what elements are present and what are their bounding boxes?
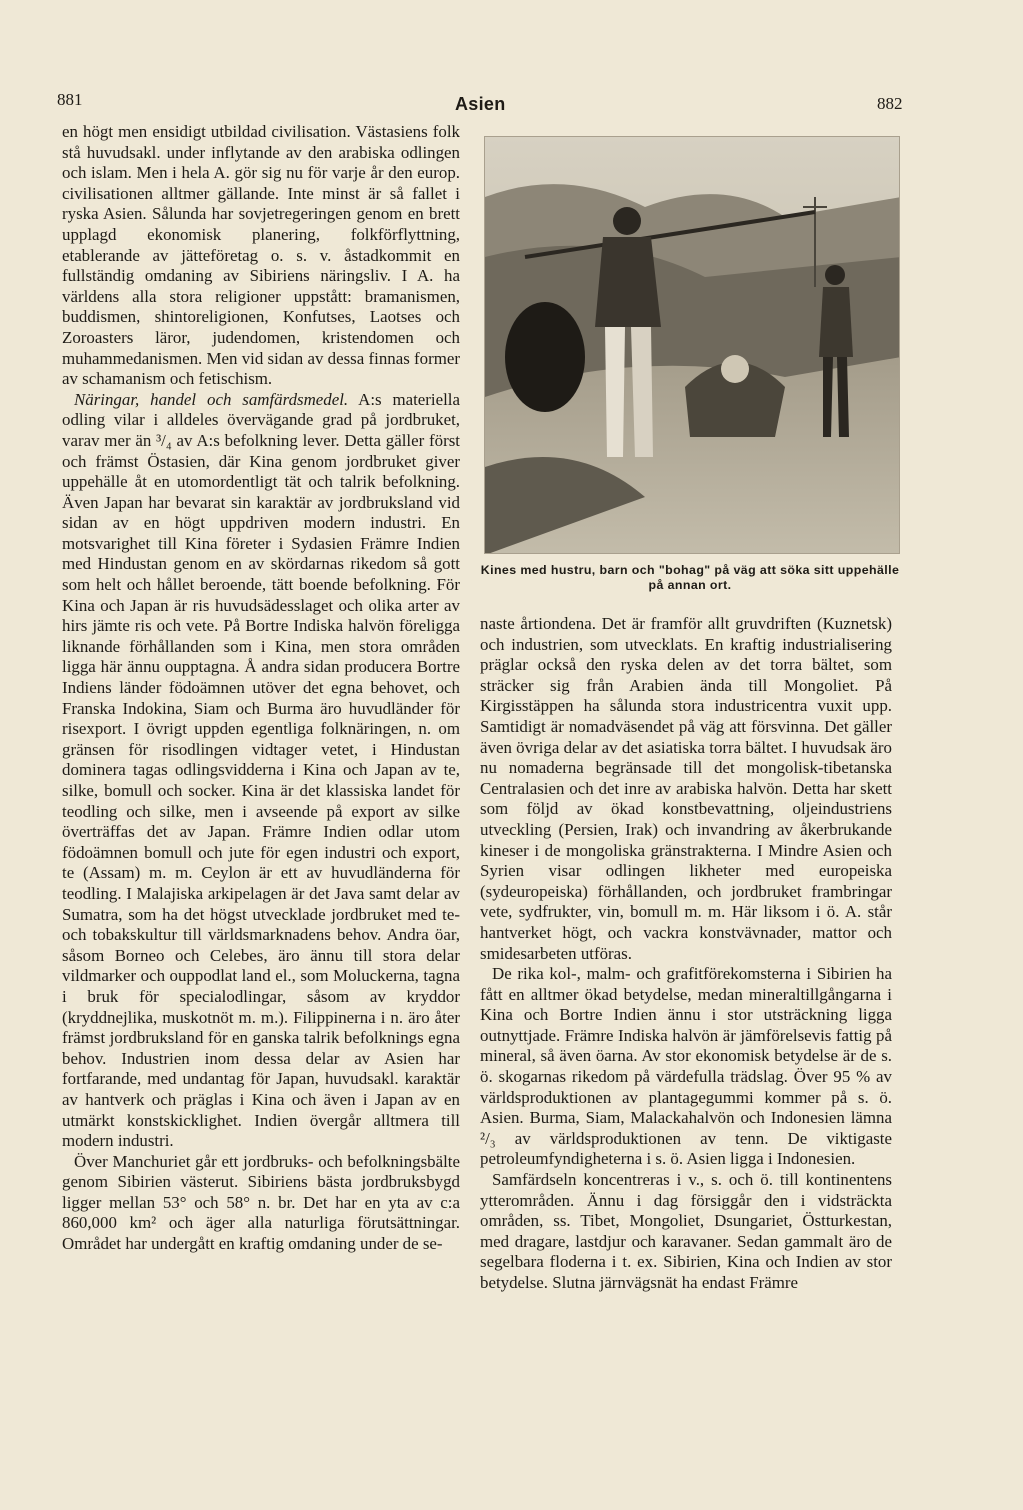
paragraph-manchuriet: Över Manchuriet går ett jordbruks- och befolkningsbälte genom Sibirien västerut. Sibiriens bästa jordbruksbygd ligger mellan 53° och 58° n. br. Det har en yta av c:a 860,000 km² och äger alla naturliga förutsättningar. Området har undergått en kraftig omdaning under de se- — [62, 1151, 460, 1254]
section-heading: Näringar, handel och samfärdsmedel. — [74, 389, 349, 409]
paragraph-industri: naste årtiondena. Det är framför allt gruvdriften (Kuznetsk) och industrien, som utvecklats. En kraftig industrialisering präglar också den ryska delen av det torra bältet, som sträcker sig från Arabien ända till Mongoliet. På Kirgisstäppen ha sålunda stora industricentra vuxit upp. Samtidigt är nomadväsendet på väg att försvinna. Det gäller även övriga delar av det asiatiska torra bältet. I huvudsak äro nu nomaderna begränsade till det mongolisk-tibetanska Centralasien och det inre av arabiska halvön. Detta har skett som följd av ökad konstbevattning, oljeindustriens utveckling (Persien, Irak) och invandring av åkerbrukande kineser i de mongoliska gränstrakterna. I Mindre Asien och Syrien visar odlingen likheter med europeiska (sydeuropeiska) förhållanden, och jordbruket frambringar vete, sydfrukter, vin, bomull m. m. Här liksom i ö. A. står hantverket högt, och vackra konstvävnader, mattor och smidesarbeten utföras. — [480, 614, 892, 963]
photograph-image — [485, 137, 900, 554]
paragraph-civilisation: en högt men ensidigt utbildad civilisation. Västasiens folk stå huvudsakl. under inflytande av den arabiska odlingen och islam. Men i hela A. gör sig nu för varje år den europ. civilisationen alltmer gällande. Inte minst är så fallet i ryska Asien. Sålunda har sovjetregeringen genom en brett upplagd ekonomisk planering, folkförflyttning, etablerande av jätteföretag o. s. v. åstadkommit en fullständig omdaning av Sibiriens näringsliv. I A. ha världens alla stora religioner uppstått: bramanismen, buddismen, shintoreligionen, Konfutses, Laotses och Zoroasters läror, judendomen, kristendomen och muhammedanismen. Men vid sidan av dessa finnas former av schamanism och fetischism. — [62, 122, 460, 389]
paragraph-samfardseln: Samfärdseln koncentreras i v., s. och ö. till kontinentens ytterområden. Ännu i dag försiggår den i vidsträckta områden, ss. Tibet, Mongoliet, Dsungariet, Östturkestan, med dragare, lastdjur och karavaner. Sedan gammalt äro de segelbara floderna i t. ex. Sibirien, Kina och Indien av stor betydelse. Slutna järnvägsnät ha endast Främre — [480, 1170, 892, 1292]
left-column — [62, 122, 460, 1392]
page-header — [0, 88, 1023, 118]
running-head-title: Asien — [455, 94, 506, 114]
paragraph-mineral: De rika kol-, malm- och grafitförekomsterna i Sibirien ha fått en alltmer ökad betydelse, medan mineraltillgångarna i Kina och Bortre Indien ännu i stor utsträckning ligga outnyttjade. Främre Indiska halvön är jämförelsevis fattig på mineral, så även öarna. Av stor ekonomisk betydelse är de s. ö. skogarnas rikedom på värdefulla trädslag. Över 95 % av världsproduktionen av plantagegummi kommer på s. ö. Asien. Burma, Siam, Malackahalvön och Indonesien lämna ²/₃ av världsproduktionen av tenn. De viktigaste petroleumfyndigheterna i s. ö. Asien ligga i Indonesien. — [480, 964, 892, 1169]
figure-caption: Kines med hustru, barn och "bohag" på väg att söka sitt uppehälle på annan ort. — [480, 563, 900, 592]
page-number-right: 882 — [877, 94, 903, 113]
right-column — [480, 614, 892, 1399]
paragraph-naringar-text: A:s materiella odling vilar i alldeles övervägande grad på jordbruket, varav mer än ³/₄ av A:s befolkning lever. Detta gäller först och främst Östasien, där Kina genom jordbruket giver uppehälle åt en utomordentligt tät och talrik befolkning. Även Japan har bevarat sin karaktär av jordbruksland vid sidan av en högt uppdriven modern industri. En motsvarighet till Kina företer i Sydasien Främre Indien med Hindustan genom en av skördarnas rikedom så gott som helt och hållet beroende, tätt boende befolkning. För Kina och Japan är ris huvudsädesslaget och olika arter av hirs jämte ris och vete. På Bortre Indiska halvön föreligga liknande förhållanden som i Kina, men stora områden ligga här ännu oupptagna. Å andra sidan producera Bortre Indiens länder födoämnen utöver det egna behovet, och Franska Indokina, Siam och Burma äro huvudländer för risexport. I övrigt uppden egentliga folknäringen, n. om gränsen för risodlingen vidtager vetet, i Hindustan dominera tagas odlingsvidderna i Kina och Japan av te, silke, bomull och socker. Kina är det klassiska landet för teodling och silke, men i avseende på export av silke överträffas det av Japan. Främre Indien odlar utom födoämnen bomull och jute för egen industri och export, te (Assam) m. m. Ceylon är ett av huvudländerna för teodling. I Malajiska arkipelagen är det Java samt delar av Sumatra, som ha det högst utvecklade jordbruket med te- och tobakskultur till världsmarknadens behov. Andra öar, såsom Borneo och Celebes, äro ännu till stora delar vildmarker och ouppodlat land el., som Moluckerna, tagna i bruk för specialodlingar, såsom av kryddor (kryddnejlika, muskotnöt m. m.). Filippinerna i n. äro åter främst jordbruksland för en ganska talrik befolknings egna behov. Industrien inom dessa delar av Asien har fortfarande, med undantag för Japan, huvudsakl. karaktär av hantverk och präglas i Kina och även i Japan av en utmärkt konstskicklighet. Indien övergår alltmera till modern industri. — [62, 389, 460, 1151]
page-number-left: 881 — [57, 90, 83, 109]
photograph-figure — [484, 136, 900, 554]
paragraph-naringar — [62, 390, 460, 1152]
